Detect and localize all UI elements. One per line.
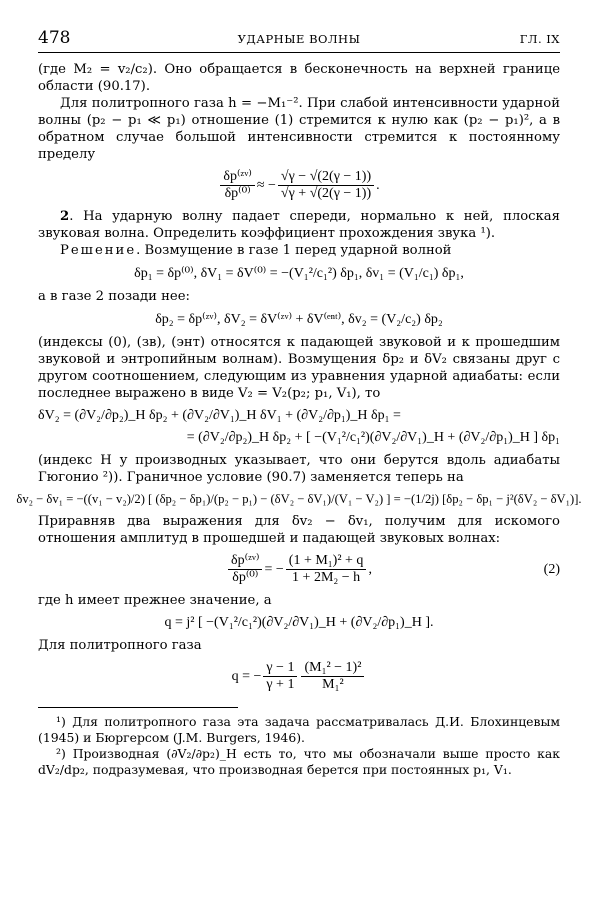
- fraction-denominator: M₁²: [322, 677, 344, 692]
- formula-dV2-line-1: δV₂ = (∂V₂/∂p₂)_H δp₂ + (∂V₂/∂V₁)_H δV₁ + (∂V₂/∂p₁)_H δp₁ =: [38, 408, 401, 423]
- problem-text: . На ударную волну падает спереди, нормально к ней, плоская звуковая волна. Определить коэффициент прохождения звука ¹).: [38, 209, 560, 241]
- formula-q: q = j² [ −(V₁²/c₁²)(∂V₂/∂V₁)_H + (∂V₂/∂p₁)_H ].: [164, 615, 434, 630]
- fraction-numerator: (1 + M₁)² + q: [286, 553, 367, 570]
- fraction-denominator: γ + 1: [266, 677, 295, 692]
- relation-sign: ≈ −: [256, 177, 276, 193]
- chapter-label: ГЛ. IX: [519, 32, 560, 46]
- solution-label: Решение: [60, 243, 137, 258]
- formula-gas-2: δp₂ = δp⁽ᶻᵛ⁾, δV₂ = δV⁽ᶻᵛ⁾ + δV⁽ᵉⁿᵗ⁾, δv₂ = (V₂/c₂) δp₂: [155, 312, 443, 327]
- paragraph-7: где h имеет прежнее значение, а: [38, 593, 272, 608]
- formula-gas-1: δp₁ = δp⁽⁰⁾, δV₁ = δV⁽⁰⁾ = −(V₁²/c₁²) δp₁, δv₁ = (V₁/c₁) δp₁,: [134, 266, 464, 281]
- footnote-divider: [38, 707, 238, 708]
- fraction-lhs: [220, 169, 254, 202]
- formula-dV2: [38, 408, 560, 446]
- fraction-denominator: 1 + 2M₂ − h: [292, 570, 361, 585]
- paragraph-4: (индексы (0), (зв), (энт) относятся к падающей звуковой и к прошедшим звуковой и энтропийным волнам). Возмущения δp₂ и δV₂ связаны друг с другом соотношением, следующим из уравнения ударной адиабаты: если последнее выражено в виде V₂ = V₂(p₂; p₁, V₁), то: [38, 335, 560, 401]
- paragraph-8: Для политропного газа: [38, 638, 202, 653]
- fraction-mach: [301, 660, 364, 693]
- solution-intro: [38, 242, 560, 259]
- fraction-denominator: √γ + √(2(γ − 1)): [280, 186, 372, 201]
- fraction-numerator: √γ − √(2(γ − 1)): [278, 169, 374, 186]
- fraction-rhs: [278, 169, 374, 202]
- paragraph-5: (индекс H у производных указывает, что они берутся вдоль адиабаты Гюгонио ²)). Граничное условие (90.7) заменяется теперь на: [38, 453, 560, 485]
- equation-number: (2): [543, 561, 560, 577]
- fraction-lhs: [228, 553, 262, 586]
- footnote-2: ²) Производная (∂V₂/∂p₂)_H есть то, что мы обозначали выше просто как dV₂/dp₂, подразумевая, что производная берется при постоянных p₁, V₁.: [38, 746, 560, 777]
- fraction-numerator: (M₁² − 1)²: [301, 660, 364, 677]
- fraction-denominator: δp⁽⁰⁾: [232, 570, 259, 585]
- problem-number: 2: [60, 209, 70, 224]
- paragraph-2: Для политропного газа h = −M₁⁻². При слабой интенсивности ударной волны (p₂ − p₁ ≪ p₁) отношение (1) стремится к нулю как (p₂ − p₁)², а в обратном случае большой интенсивности стремится к постоянному пределу: [38, 96, 560, 162]
- book-page: [16, 26, 582, 778]
- fraction-rhs: [286, 553, 367, 586]
- paragraph-3: а в газе 2 позади нее:: [38, 289, 190, 304]
- formula-end: ,: [368, 561, 372, 577]
- fraction-gamma: [263, 660, 297, 693]
- formula-boundary: δv₂ − δv₁ = −((v₁ − v₂)/2) [ (δp₂ − δp₁)/(p₂ − p₁) − (δV₂ − δV₁)/(V₁ − V₂) ] = −(1/2j) [δp₂ − δp₁ − j²(δV₂ − δV₁)].: [16, 492, 582, 506]
- problem-2: [38, 208, 560, 242]
- fraction-numerator: γ − 1: [263, 660, 297, 677]
- fraction-numerator: δp⁽ᶻᵛ⁾: [220, 169, 254, 186]
- running-title: УДАРНЫЕ ВОЛНЫ: [237, 32, 361, 46]
- formula-strong-limit: [38, 169, 560, 202]
- relation-sign: = −: [264, 561, 284, 577]
- formula-dV2-line-2: = (∂V₂/∂p₂)_H δp₂ + [ −(V₁²/c₁²)(∂V₂/∂V₁)_H + (∂V₂/∂p₁)_H ] δp₁: [186, 430, 560, 445]
- solution-text: . Возмущение в газе 1 перед ударной волной: [136, 243, 452, 258]
- formula-lhs: q = −: [231, 668, 262, 684]
- paragraph-6: Приравняв два выражения для δv₂ − δv₁, получим для искомого отношения амплитуд в прошедшей и падающей звуковых волнах:: [38, 514, 560, 546]
- formula-2: [38, 553, 560, 586]
- footnote-1: ¹) Для политропного газа эта задача рассматривалась Д.И. Блохинцевым (1945) и Бюргерсом (J.M. Burgers, 1946).: [38, 714, 560, 745]
- page-number: 478: [38, 28, 71, 48]
- fraction-denominator: δp⁽⁰⁾: [224, 186, 251, 201]
- formula-q-polytropic: [38, 660, 560, 693]
- formula-end: .: [376, 177, 380, 193]
- running-head: [38, 26, 560, 53]
- fraction-numerator: δp⁽ᶻᵛ⁾: [228, 553, 262, 570]
- paragraph-1: (где M₂ = v₂/c₂). Оно обращается в бесконечность на верхней границе области (90.17).: [38, 62, 560, 94]
